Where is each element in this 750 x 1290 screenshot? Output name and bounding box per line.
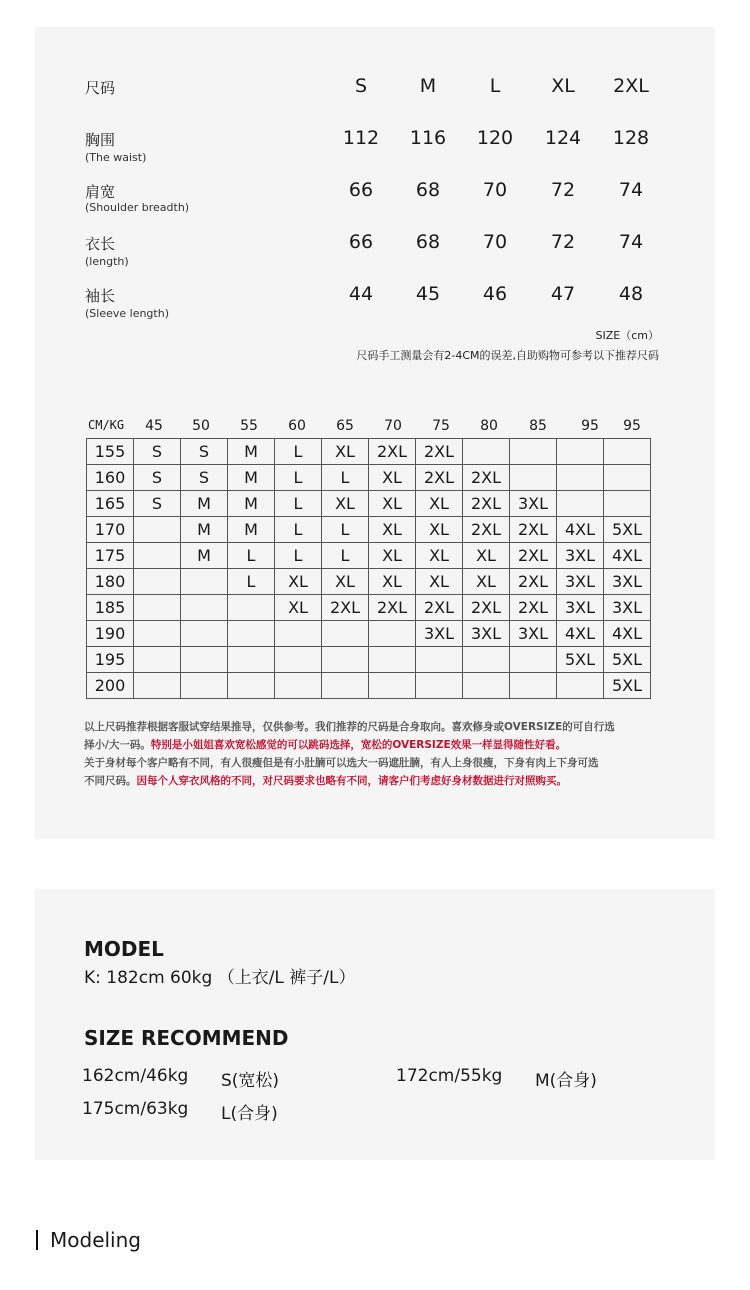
grid-size-cell: XL	[322, 491, 369, 517]
grid-size-cell: 2XL	[369, 439, 416, 465]
grid-weight-label: 95	[623, 418, 641, 434]
grid-size-cell: XL	[322, 439, 369, 465]
size-col-s: S	[354, 75, 368, 97]
grid-size-cell: M	[181, 491, 228, 517]
grid-size-cell: XL	[275, 569, 322, 595]
grid-size-cell: XL	[369, 543, 416, 569]
grid-size-cell	[322, 647, 369, 673]
size-col-l: L	[489, 75, 501, 97]
grid-size-cell: L	[275, 517, 322, 543]
grid-size-cell	[604, 439, 651, 465]
grid-size-cell: L	[275, 465, 322, 491]
size-col-xl: XL	[551, 75, 575, 97]
grid-size-cell: 4XL	[557, 517, 604, 543]
grid-size-cell: 2XL	[510, 569, 557, 595]
recommend-body: 172cm/55kg	[396, 1066, 503, 1086]
grid-size-cell	[181, 569, 228, 595]
grid-weight-label: 60	[288, 418, 306, 434]
grid-size-cell	[463, 673, 510, 699]
grid-size-cell: M	[228, 491, 275, 517]
grid-row	[87, 491, 651, 517]
grid-size-cell: 5XL	[604, 517, 651, 543]
grid-size-cell: XL	[369, 491, 416, 517]
grid-size-cell	[510, 647, 557, 673]
grid-size-cell	[510, 439, 557, 465]
grid-height-cell: 160	[87, 465, 134, 491]
grid-size-cell	[510, 465, 557, 491]
size-recommend-grid	[86, 438, 651, 699]
measure-value: 66	[348, 231, 374, 253]
grid-row	[87, 647, 651, 673]
grid-weight-label: 50	[192, 418, 210, 434]
grid-size-cell: S	[134, 465, 181, 491]
measure-value: 74	[618, 231, 644, 253]
grid-height-cell: 165	[87, 491, 134, 517]
grid-size-cell: 5XL	[604, 673, 651, 699]
disclaimer-line	[84, 772, 674, 790]
grid-size-cell: M	[228, 439, 275, 465]
grid-size-cell	[557, 439, 604, 465]
grid-size-cell	[228, 621, 275, 647]
grid-size-cell: XL	[369, 517, 416, 543]
grid-size-cell: 2XL	[463, 595, 510, 621]
disclaimer-text	[84, 718, 674, 790]
grid-size-cell: 4XL	[557, 621, 604, 647]
grid-weight-label: 45	[145, 418, 163, 434]
grid-size-cell	[134, 569, 181, 595]
grid-size-cell: 2XL	[322, 595, 369, 621]
measure-value: 68	[415, 179, 441, 201]
size-recommend-title: SIZE RECOMMEND	[84, 1026, 289, 1050]
grid-size-cell	[557, 491, 604, 517]
measure-value: 48	[618, 283, 644, 305]
grid-size-cell: 2XL	[369, 595, 416, 621]
grid-size-cell: XL	[416, 569, 463, 595]
grid-row	[87, 543, 651, 569]
grid-size-cell: 3XL	[416, 621, 463, 647]
measure-sublabel: (Shoulder breadth)	[85, 201, 190, 214]
grid-size-cell	[463, 647, 510, 673]
recommend-size: L(合身)	[221, 1104, 278, 1124]
disclaimer-line: 以上尺码推荐根据客服试穿结果推导，仅供参考。我们推荐的尺码是合身取向。喜欢修身或OVERSIZE的可自行选	[84, 721, 615, 733]
grid-size-cell: 5XL	[557, 647, 604, 673]
grid-size-cell: XL	[416, 543, 463, 569]
grid-weight-label: 55	[240, 418, 258, 434]
disclaimer-highlight: 特别是小姐姐喜欢宽松感觉的可以跳码选择，宽松的OVERSIZE效果一样显得随性好看。	[150, 739, 567, 751]
grid-size-cell	[369, 621, 416, 647]
grid-size-cell	[228, 673, 275, 699]
grid-height-cell: 200	[87, 673, 134, 699]
grid-row	[87, 569, 651, 595]
size-header-label: 尺码	[85, 79, 116, 97]
grid-size-cell	[322, 673, 369, 699]
modeling-section-title	[36, 1228, 141, 1252]
grid-size-cell: 3XL	[604, 569, 651, 595]
grid-size-cell	[275, 673, 322, 699]
grid-weight-label: 95	[581, 418, 599, 434]
grid-size-cell: XL	[369, 569, 416, 595]
grid-corner-label: CM/KG	[88, 418, 125, 432]
measure-sublabel: (The waist)	[85, 151, 147, 164]
grid-size-cell	[134, 543, 181, 569]
grid-size-cell: 2XL	[416, 439, 463, 465]
grid-size-cell	[369, 647, 416, 673]
disclaimer-highlight: 因每个人穿衣风格的不同，对尺码要求也略有不同，请客户们考虑好身材数据进行对照购买。	[136, 775, 567, 787]
disclaimer-line: 关于身材每个客户略有不同，有人很瘦但是有小肚腩可以选大一码遮肚腩，有人上身很瘦，下身有肉上下身可选	[84, 757, 599, 769]
grid-size-cell: 2XL	[416, 465, 463, 491]
grid-size-cell: 3XL	[463, 621, 510, 647]
grid-size-cell	[134, 621, 181, 647]
grid-size-cell: S	[134, 439, 181, 465]
grid-size-cell: 3XL	[557, 595, 604, 621]
grid-size-cell	[134, 595, 181, 621]
grid-size-cell	[416, 673, 463, 699]
grid-height-cell: 175	[87, 543, 134, 569]
grid-weight-label: 65	[336, 418, 354, 434]
grid-size-cell: 3XL	[510, 621, 557, 647]
disclaimer-plain: 择小/大一码。	[84, 739, 151, 751]
grid-size-cell	[134, 517, 181, 543]
measure-value: 46	[482, 283, 508, 305]
grid-size-cell: L	[228, 569, 275, 595]
measure-sublabel: (Sleeve length)	[85, 307, 169, 320]
grid-size-cell: L	[228, 543, 275, 569]
grid-weight-label: 70	[384, 418, 402, 434]
grid-weight-label: 75	[432, 418, 450, 434]
measure-value: 128	[612, 127, 650, 149]
grid-size-cell	[604, 491, 651, 517]
grid-size-cell: 2XL	[463, 517, 510, 543]
grid-row	[87, 517, 651, 543]
grid-size-cell: L	[275, 439, 322, 465]
measure-value: 47	[550, 283, 576, 305]
grid-size-cell	[134, 673, 181, 699]
grid-size-cell	[510, 673, 557, 699]
unit-note: SIZE（cm）	[595, 329, 659, 342]
grid-weight-label: 85	[529, 418, 547, 434]
measure-value: 120	[476, 127, 514, 149]
grid-size-cell	[463, 439, 510, 465]
grid-size-cell: L	[275, 543, 322, 569]
measure-value: 70	[482, 179, 508, 201]
grid-height-cell: 180	[87, 569, 134, 595]
modeling-label: Modeling	[50, 1228, 141, 1252]
grid-size-cell: 2XL	[510, 595, 557, 621]
grid-size-cell: XL	[463, 569, 510, 595]
grid-size-cell: XL	[416, 517, 463, 543]
grid-size-cell	[181, 673, 228, 699]
grid-size-cell	[228, 595, 275, 621]
grid-size-cell: S	[181, 465, 228, 491]
recommend-size: S(宽松)	[221, 1071, 280, 1091]
grid-size-cell: 5XL	[604, 647, 651, 673]
grid-size-cell: L	[322, 517, 369, 543]
grid-size-cell: XL	[463, 543, 510, 569]
grid-size-cell	[181, 621, 228, 647]
size-col-m: M	[419, 75, 437, 97]
measure-value: 74	[618, 179, 644, 201]
grid-size-cell	[275, 647, 322, 673]
grid-size-cell	[181, 595, 228, 621]
grid-size-cell: 2XL	[416, 595, 463, 621]
grid-size-cell: S	[181, 439, 228, 465]
grid-size-cell	[604, 465, 651, 491]
grid-size-cell	[557, 673, 604, 699]
measure-value: 72	[550, 179, 576, 201]
grid-size-cell: 4XL	[604, 543, 651, 569]
grid-row	[87, 673, 651, 699]
grid-size-cell: 4XL	[604, 621, 651, 647]
grid-size-cell: M	[181, 517, 228, 543]
measure-label: 衣长	[85, 235, 116, 253]
grid-size-cell: 3XL	[604, 595, 651, 621]
title-accent-bar	[36, 1230, 38, 1250]
grid-size-cell: 2XL	[463, 465, 510, 491]
grid-row	[87, 465, 651, 491]
grid-height-cell: 190	[87, 621, 134, 647]
grid-size-cell	[134, 647, 181, 673]
grid-size-cell: 3XL	[510, 491, 557, 517]
grid-row	[87, 595, 651, 621]
grid-size-cell: S	[134, 491, 181, 517]
grid-size-cell	[228, 647, 275, 673]
grid-size-cell	[275, 621, 322, 647]
grid-size-cell	[181, 647, 228, 673]
grid-size-cell: L	[322, 465, 369, 491]
grid-size-cell: 3XL	[557, 543, 604, 569]
measure-value: 124	[544, 127, 582, 149]
grid-weight-label: 80	[480, 418, 498, 434]
model-info: K: 182cm 60kg （上衣/L 裤子/L）	[84, 968, 356, 988]
measure-label: 肩宽	[85, 183, 116, 201]
grid-size-cell: XL	[416, 491, 463, 517]
measure-sublabel: (length)	[85, 255, 129, 268]
size-col-2xl: 2XL	[613, 75, 649, 97]
grid-size-cell: L	[322, 543, 369, 569]
recommend-body: 175cm/63kg	[82, 1099, 189, 1119]
grid-size-cell	[369, 673, 416, 699]
measure-value: 112	[342, 127, 380, 149]
measure-value: 44	[348, 283, 374, 305]
grid-size-cell	[416, 647, 463, 673]
grid-height-cell: 185	[87, 595, 134, 621]
measure-value: 116	[409, 127, 447, 149]
grid-size-cell	[322, 621, 369, 647]
grid-row	[87, 621, 651, 647]
recommend-size: M(合身)	[535, 1071, 597, 1091]
disclaimer-plain: 不同尺码。	[84, 775, 137, 787]
grid-size-cell: L	[275, 491, 322, 517]
grid-size-cell	[557, 465, 604, 491]
recommend-body: 162cm/46kg	[82, 1066, 189, 1086]
measure-value: 45	[415, 283, 441, 305]
measure-value: 68	[415, 231, 441, 253]
grid-size-cell: 2XL	[510, 517, 557, 543]
grid-height-cell: 170	[87, 517, 134, 543]
grid-row	[87, 439, 651, 465]
grid-size-cell: 2XL	[463, 491, 510, 517]
grid-size-cell: XL	[322, 569, 369, 595]
measure-value: 72	[550, 231, 576, 253]
grid-size-cell: 2XL	[510, 543, 557, 569]
model-info-panel	[35, 889, 715, 1160]
measure-value: 66	[348, 179, 374, 201]
grid-size-cell: M	[181, 543, 228, 569]
measure-label: 胸围	[85, 131, 116, 149]
grid-size-cell: M	[228, 517, 275, 543]
measurement-error-note: 尺码手工测量会有2-4CM的误差,自助购物可参考以下推荐尺码	[356, 349, 659, 362]
grid-size-cell: M	[228, 465, 275, 491]
grid-size-cell: 3XL	[557, 569, 604, 595]
grid-size-cell: XL	[369, 465, 416, 491]
measure-label: 袖长	[85, 287, 116, 305]
model-title: MODEL	[84, 937, 164, 961]
grid-height-cell: 155	[87, 439, 134, 465]
measure-value: 70	[482, 231, 508, 253]
disclaimer-line	[84, 736, 674, 754]
grid-height-cell: 195	[87, 647, 134, 673]
grid-size-cell: XL	[275, 595, 322, 621]
